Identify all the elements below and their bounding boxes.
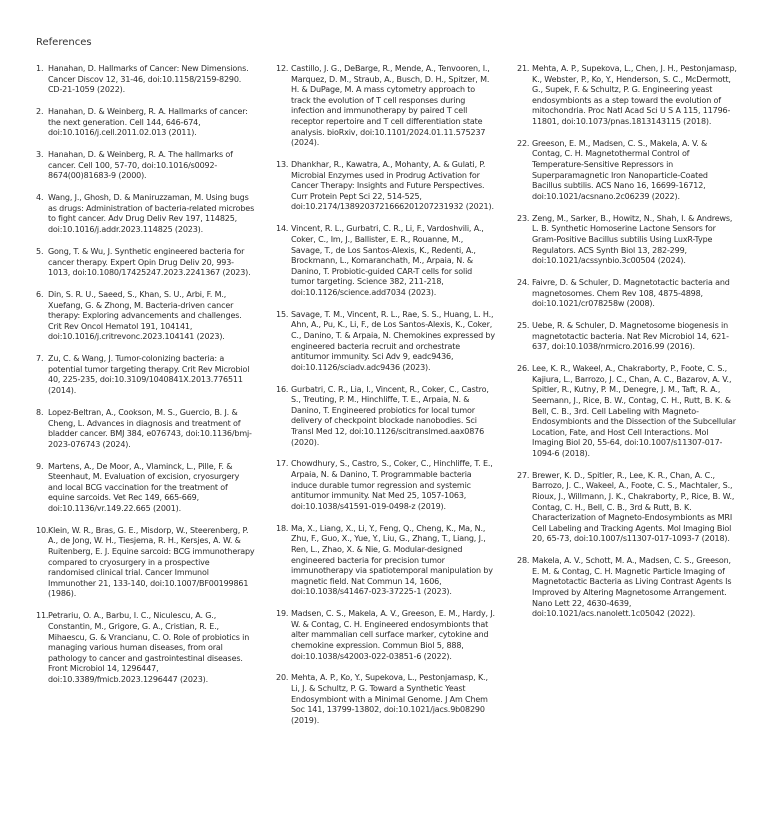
reference-text: Martens, A., De Moor, A., Vlaminck, L., Pille, F. & Steenhaut, M. Evaluation of excision, cryosurgery and local BCG vaccination for the treatment of equine sarcoids. Vet Rec 149, 665-669, doi:10.1136/vr.149.22.665 (2001).	[48, 461, 240, 513]
reference-entry	[36, 354, 256, 396]
reference-number: 14.	[276, 224, 289, 234]
reference-entry	[517, 139, 737, 203]
reference-number: 6.	[36, 289, 44, 299]
references-column-2	[276, 64, 496, 738]
reference-entry	[36, 107, 256, 139]
reference-entry	[517, 321, 737, 353]
reference-number: 3.	[36, 150, 44, 160]
reference-entry	[276, 609, 496, 662]
reference-entry	[36, 247, 256, 279]
reference-number: 13.	[276, 160, 289, 170]
reference-number: 10.	[36, 525, 49, 535]
reference-entry	[36, 193, 256, 235]
reference-number: 24.	[517, 277, 530, 287]
reference-entry	[517, 214, 737, 267]
reference-text: Lee, K. R., Wakeel, A., Chakraborty, P., Foote, C. S., Kajiura, L., Barrozo, J. C., Chan, A. C., Bazarov, A. V., Spitler, R., Kutny, P. M., Denegre, J. M., Taft, R. A., Seemann, J., Rice, B. W., Contag, C. H., Rutt, B. K. & Bell, C. B., 3rd. Cell Labeling with Magneto-Endosymbionts and the Dissection of the Subcellular Location, Fate, and Host Cell Interactions. Mol Imaging Biol 20, 55-64, doi:10.1007/s11307-017-1094-6 (2018).	[532, 364, 736, 458]
reference-text: Petrariu, O. A., Barbu, I. C., Niculescu, A. G., Constantin, M., Grigore, G. A., Cristian, R. E., Mihaescu, G. & Vrancianu, C. O. Role of probiotics in managing various human diseases, from oral pathology to cancer and gastrointestinal diseases. Front Microbiol 14, 1296447, doi:10.3389/fmicb.2023.1296447 (2023).	[48, 611, 250, 684]
reference-text: Mehta, A. P., Ko, Y., Supekova, L., Pestonjamasp, K., Li, J. & Schultz, P. G. Toward a Synthetic Yeast Endosymbiont with a Minimal Genome. J Am Chem Soc 141, 13799-13802, doi:10.1021/jacs.9b08290 (2019).	[291, 673, 488, 725]
reference-number: 18.	[276, 523, 289, 533]
reference-text: Dhankhar, R., Kawatra, A., Mohanty, A. & Gulati, P. Microbial Enzymes used in Prodrug Activation for Cancer Therapy: Insights and Future Perspectives. Curr Protein Pept Sci 22, 514-525, doi:10.2174/1389203721666201207231932 (2021).	[291, 160, 494, 212]
reference-text: Lopez-Beltran, A., Cookson, M. S., Guercio, B. J. & Cheng, L. Advances in diagnosis and treatment of bladder cancer. BMJ 384, e076743, doi:10.1136/bmj-2023-076743 (2024).	[48, 407, 252, 449]
reference-number: 5.	[36, 246, 44, 256]
reference-number: 25.	[517, 321, 530, 331]
reference-number: 15.	[276, 309, 289, 319]
reference-number: 26.	[517, 364, 530, 374]
reference-entry	[276, 310, 496, 374]
reference-entry	[517, 364, 737, 459]
reference-number: 7.	[36, 354, 44, 364]
reference-text: Mehta, A. P., Supekova, L., Chen, J. H., Pestonjamasp, K., Webster, P., Ko, Y., Henderson, S. C., McDermott, G., Supek, F. & Schultz, P. G. Engineering yeast endosymbionts as a step toward the evolution of mitochondria. Proc Natl Acad Sci U S A 115, 11796-11801, doi:10.1073/pnas.1813143115 (2018).	[532, 64, 737, 126]
reference-number: 28.	[517, 556, 530, 566]
references-column-1	[36, 64, 256, 697]
reference-text: Gong, T. & Wu, J. Synthetic engineered bacteria for cancer therapy. Expert Opin Drug Deliv 20, 993-1013, doi:10.1080/17425247.2023.2241367 (2023).	[48, 246, 251, 278]
reference-number: 17.	[276, 459, 289, 469]
reference-text: Chowdhury, S., Castro, S., Coker, C., Hinchliffe, T. E., Arpaia, N. & Danino, T. Programmable bacteria induce durable tumor regression and systemic antitumor immunity. Nat Med 25, 1057-1063, doi:10.1038/s41591-019-0498-z (2019).	[291, 459, 493, 511]
reference-number: 11.	[36, 611, 49, 621]
reference-entry	[276, 224, 496, 298]
reference-entry	[276, 459, 496, 512]
reference-number: 20.	[276, 673, 289, 683]
reference-number: 9.	[36, 461, 44, 471]
reference-entry	[36, 64, 256, 96]
reference-text: Uebe, R. & Schuler, D. Magnetosome biogenesis in magnetotactic bacteria. Nat Rev Microbiol 14, 621-637, doi:10.1038/nrmicro.2016.99 (2016).	[532, 321, 729, 352]
reference-number: 23.	[517, 213, 530, 223]
reference-text: Makela, A. V., Schott, M. A., Madsen, C. S., Greeson, E. M. & Contag, C. H. Magnetic Particle Imaging of Magnetotactic Bacteria as Living Contrast Agents Is Improved by Altering Magnetosome Arrangement. Nano Lett 22, 4630-4639, doi:10.1021/acs.nanolett.1c05042 (2022).	[532, 556, 732, 619]
reference-entry	[276, 385, 496, 449]
reference-entry	[36, 290, 256, 343]
reference-number: 12.	[276, 64, 289, 73]
reference-text: Klein, W. R., Bras, G. E., Misdorp, W., Steerenberg, P. A., de Jong, W. H., Tiesjema, R. H., Kersjes, A. W. & Ruitenberg, E. J. Equine sarcoid: BCG immunotherapy compared to cryosurgery in a prospective randomised clinical trial. Cancer Immunol Immunother 21, 133-140, doi:10.1007/BF00199861 (1986).	[48, 525, 255, 599]
references-column-3	[517, 64, 737, 631]
reference-entry	[517, 471, 737, 545]
reference-text: Greeson, E. M., Madsen, C. S., Makela, A. V. & Contag, C. H. Magnetothermal Control of Temperature-Sensitive Repressors in Superparamagnetic Iron Nanoparticle-Coated Bacillus subtilis. ACS Nano 16, 16699-16712, doi:10.1021/acsnano.2c06239 (2022).	[532, 138, 708, 201]
reference-number: 16.	[276, 384, 289, 394]
reference-text: Vincent, R. L., Gurbatri, C. R., Li, F., Vardoshvili, A., Coker, C., Im, J., Ballister, E. R., Rouanne, M., Savage, T., de Los Santos-Alexis, K., Redenti, A., Brockmann, L., Komaranchath, M., Arpaia, N. & Danino, T. Probiotic-guided CAR-T cells for solid tumor targeting. Science 382, 211-218, doi:10.1126/science.add7034 (2023).	[291, 224, 484, 297]
reference-text: Ma, X., Liang, X., Li, Y., Feng, Q., Cheng, K., Ma, N., Zhu, F., Guo, X., Yue, Y., Liu, G., Zhang, T., Liang, J., Ren, L., Zhao, X. & Nie, G. Modular-designed engineered bacteria for precision tumor immunotherapy via spatiotemporal manipulation by magnetic field. Nat Commun 14, 1606, doi:10.1038/s41467-023-37225-1 (2023).	[291, 523, 493, 597]
reference-entry	[276, 160, 496, 213]
references-heading: References	[36, 37, 92, 48]
reference-entry	[517, 278, 737, 310]
reference-text: Faivre, D. & Schuler, D. Magnetotactic bacteria and magnetosomes. Chem Rev 108, 4875-4898, doi:10.1021/cr078258w (2008).	[532, 277, 730, 309]
reference-text: Din, S. R. U., Saeed, S., Khan, S. U., Arbi, F. M., Xuefang, G. & Zhong, M. Bacteria-driven cancer therapy: Exploring advancements and challenges. Crit Rev Oncol Hematol 191, 104141, doi:10.1016/j.critrevonc.2023.104141 (2023).	[48, 289, 242, 342]
reference-text: Castillo, J. G., DeBarge, R., Mende, A., Tenvooren, I., Marquez, D. M., Straub, A., Busch, D. H., Spitzer, M. H. & DuPage, M. A mass cytometry approach to track the evolution of T cell responses during infection and immunotherapy by paired T cell receptor repertoire and T cell differentiation state analysis. bioRxiv, doi:10.1101/2024.01.11.575237 (2024).	[291, 64, 490, 148]
reference-number: 21.	[517, 64, 530, 73]
reference-entry	[517, 64, 737, 128]
reference-text: Hanahan, D. Hallmarks of Cancer: New Dimensions. Cancer Discov 12, 31-46, doi:10.1158/2159-8290. CD-21-1059 (2022).	[48, 64, 249, 95]
reference-entry	[517, 556, 737, 620]
reference-number: 1.	[36, 64, 44, 73]
reference-number: 22.	[517, 138, 530, 148]
reference-number: 4.	[36, 193, 44, 203]
reference-text: Wang, J., Ghosh, D. & Maniruzzaman, M. Using bugs as drugs: Administration of bacteria-related microbes to fight cancer. Adv Drug Deliv Rev 197, 114825, doi:10.1016/j.addr.2023.114825 (2023).	[48, 193, 255, 235]
reference-number: 2.	[36, 107, 44, 117]
reference-entry	[36, 408, 256, 450]
reference-text: Brewer, K. D., Spitler, R., Lee, K. R., Chan, A. C., Barrozo, J. C., Wakeel, A., Foote, C. S., Machtaler, S., Rioux, J., Willmann, J. K., Chakraborty, P., Rice, B. W., Contag, C. H., Bell, C. B., 3rd & Rutt, B. K. Characterization of Magneto-Endosymbionts as MRI Cell Labeling and Tracking Agents. Mol Imaging Biol 20, 65-73, doi:10.1007/s11307-017-1093-7 (2018).	[532, 470, 735, 544]
reference-text: Madsen, C. S., Makela, A. V., Greeson, E. M., Hardy, J. W. & Contag, C. H. Engineered endosymbionts that alter mammalian cell surface marker, cytokine and chemokine expression. Commun Biol 5, 888, doi:10.1038/s42003-022-03851-6 (2022).	[291, 609, 495, 661]
reference-entry	[276, 64, 496, 149]
reference-entry	[276, 524, 496, 598]
reference-entry	[36, 611, 256, 685]
reference-text: Hanahan, D. & Weinberg, R. A. Hallmarks of cancer: the next generation. Cell 144, 646-674, doi:10.1016/j.cell.2011.02.013 (2011).	[48, 107, 248, 138]
reference-entry	[36, 462, 256, 515]
reference-text: Savage, T. M., Vincent, R. L., Rae, S. S., Huang, L. H., Ahn, A., Pu, K., Li, F., de Los Santos-Alexis, K., Coker, C., Danino, T. & Arpaia, N. Chemokines expressed by engineered bacteria recruit and orchestrate antitumor immunity. Sci Adv 9, eadc9436, doi:10.1126/sciadv.adc9436 (2023).	[291, 309, 495, 372]
reference-text: Gurbatri, C. R., Lia, I., Vincent, R., Coker, C., Castro, S., Treuting, P. M., Hinchliffe, T. E., Arpaia, N. & Danino, T. Engineered probiotics for local tumor delivery of checkpoint blockade nanobodies. Sci Transl Med 12, doi:10.1126/scitranslmed.aax0876 (2020).	[291, 384, 489, 447]
reference-number: 27.	[517, 470, 530, 480]
reference-entry	[36, 526, 256, 600]
reference-entry	[276, 673, 496, 726]
reference-number: 19.	[276, 609, 289, 619]
reference-number: 8.	[36, 407, 44, 417]
reference-text: Hanahan, D. & Weinberg, R. A. The hallmarks of cancer. Cell 100, 57-70, doi:10.1016/s0092-8674(00)81683-9 (2000).	[48, 150, 233, 181]
reference-text: Zu, C. & Wang, J. Tumor-colonizing bacteria: a potential tumor targeting therapy. Crit Rev Microbiol 40, 225-235, doi:10.3109/1040841X.2013.776511 (2014).	[48, 354, 250, 396]
reference-text: Zeng, M., Sarker, B., Howitz, N., Shah, I. & Andrews, L. B. Synthetic Homoserine Lactone Sensors for Gram-Positive Bacillus subtilis Using LuxR-Type Regulators. ACS Synth Biol 13, 282-299, doi:10.1021/acssynbio.3c00504 (2024).	[532, 213, 733, 266]
reference-entry	[36, 150, 256, 182]
